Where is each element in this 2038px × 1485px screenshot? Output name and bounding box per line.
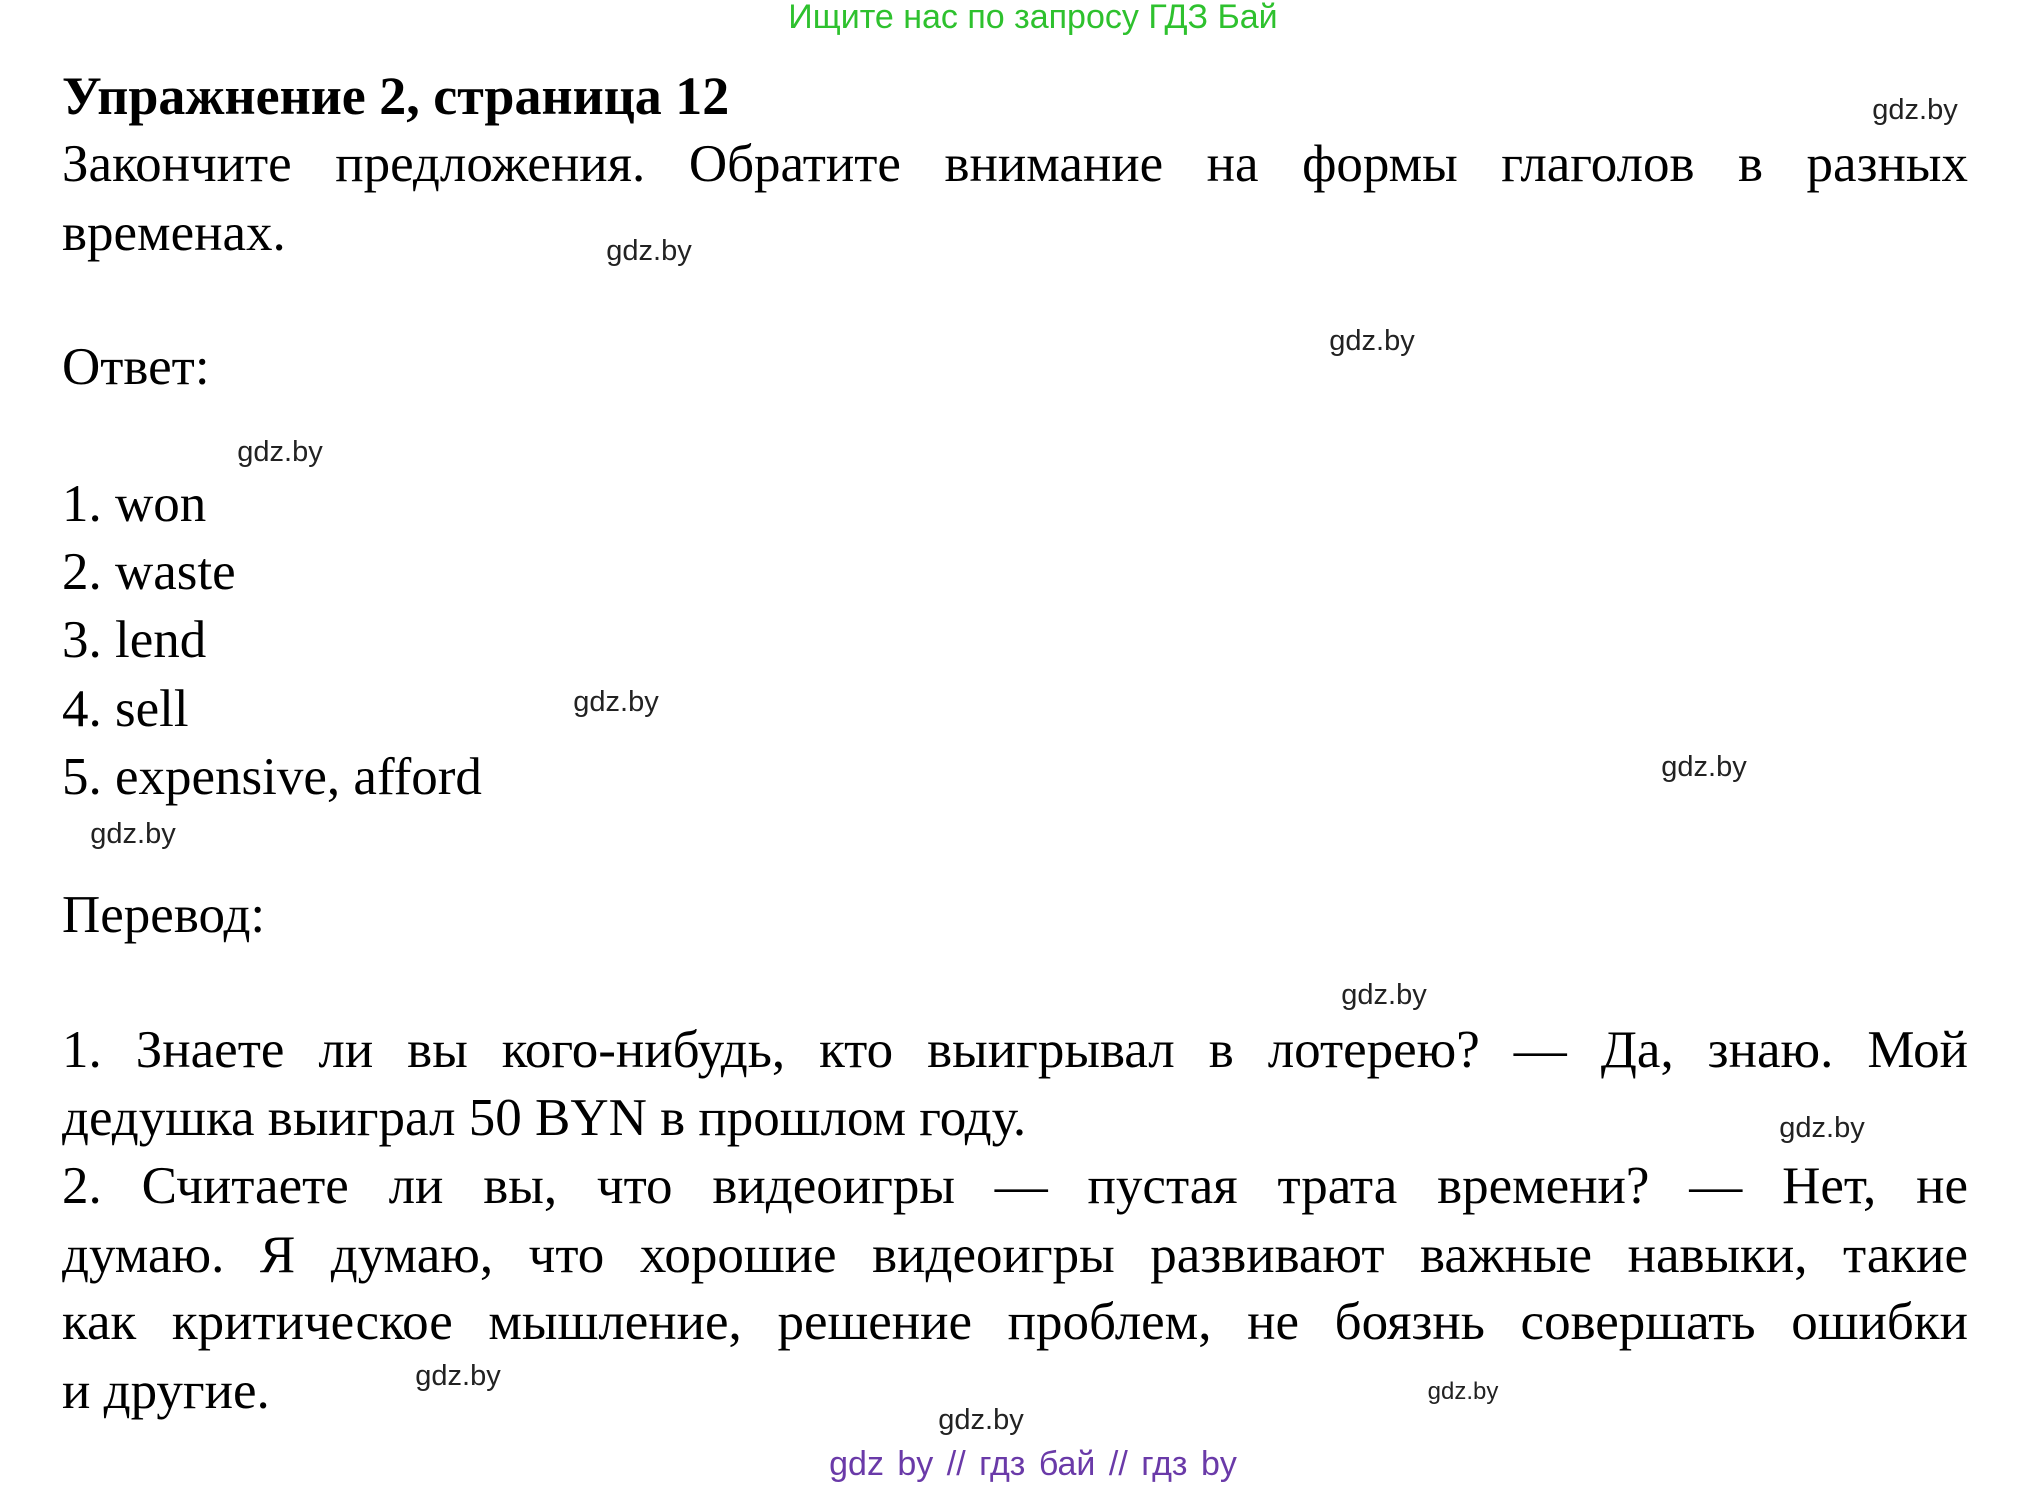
translation-line: как критическое мышление, решение проблем, не боязнь совершать ошибки	[62, 1293, 1968, 1351]
answer-item: 2. waste	[62, 543, 236, 601]
translation-line: 2. Считаете ли вы, что видеоигры — пустая трата времени? — Нет, не	[62, 1157, 1968, 1215]
answer-item: 1. won	[62, 475, 207, 533]
watermark: gdz.by	[938, 1404, 1024, 1436]
watermark: gdz.by	[1661, 751, 1747, 783]
instruction-line: Закончите предложения. Обратите внимание на формы глаголов в разных	[62, 135, 1968, 193]
watermark: gdz.by	[1779, 1112, 1865, 1144]
answer-label: Ответ:	[62, 338, 210, 396]
translation-line: дедушка выиграл 50 BYN в прошлом году.	[62, 1089, 1027, 1147]
translation-label: Перевод:	[62, 886, 266, 944]
watermark: gdz.by	[1427, 1378, 1499, 1405]
watermark: gdz.by	[1341, 979, 1427, 1011]
instruction-line: временах.	[62, 204, 286, 262]
translation-line: 1. Знаете ли вы кого-нибудь, кто выигрывал в лотерею? — Да, знаю. Мой	[62, 1021, 1968, 1079]
answer-item: 4. sell	[62, 680, 189, 738]
answer-item: 5. expensive, afford	[62, 748, 482, 806]
search-hint: Ищите нас по запросу ГДЗ Бай	[788, 0, 1278, 36]
watermark: gdz.by	[573, 686, 659, 718]
translation-line: думаю. Я думаю, что хорошие видеоигры развивают важные навыки, такие	[62, 1226, 1968, 1284]
answer-item: 3. lend	[62, 611, 207, 669]
translation-line: и другие.	[62, 1362, 270, 1420]
watermark: gdz.by	[415, 1360, 501, 1392]
page-title: Упражнение 2, страница 12	[62, 66, 730, 126]
watermark: gdz.by	[1872, 94, 1958, 126]
watermark: gdz.by	[606, 235, 692, 267]
watermark: gdz.by	[90, 818, 176, 850]
watermark: gdz.by	[1329, 325, 1415, 357]
footer-links: gdz by // гдз бай // гдз by	[829, 1445, 1237, 1483]
watermark: gdz.by	[237, 436, 323, 468]
